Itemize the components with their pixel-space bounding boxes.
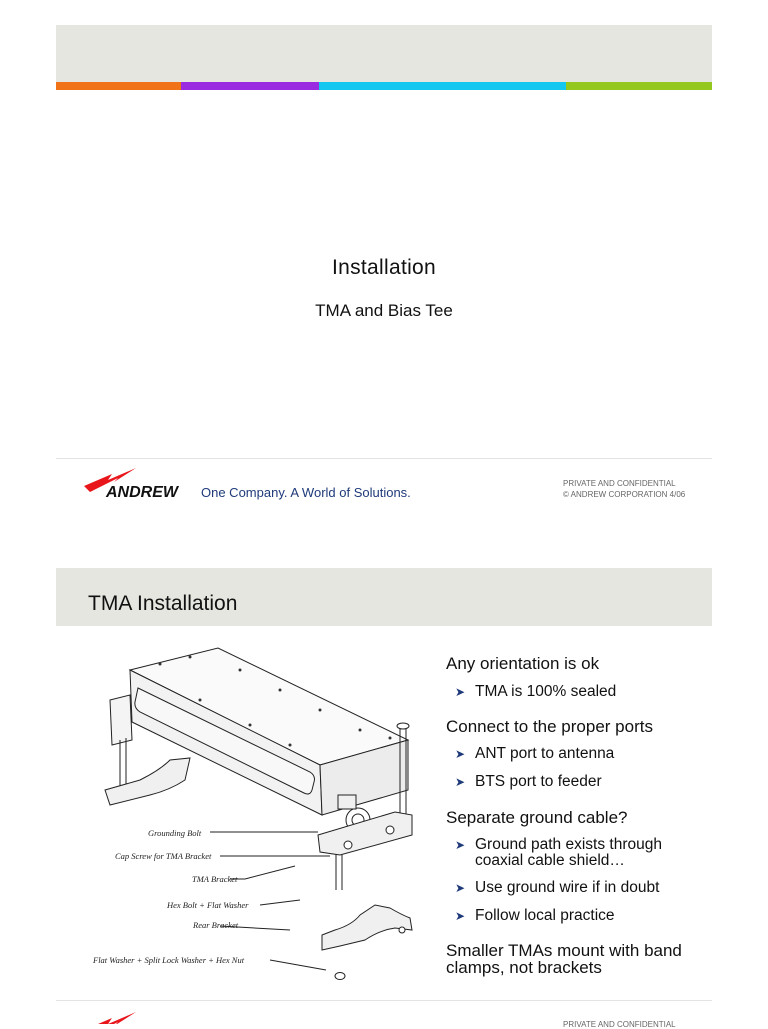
stripe-orange xyxy=(56,82,181,90)
bullet-1: Any orientation is ok xyxy=(446,654,600,673)
label-tma-bracket: TMA Bracket xyxy=(192,874,238,884)
arrow-bullet-icon: ➤ xyxy=(455,909,466,923)
label-cap-screw: Cap Screw for TMA Bracket xyxy=(115,851,212,861)
sub-bullet-1-1: TMA is 100% sealed xyxy=(475,683,617,700)
sub-bullet-3-1: Ground path exists through coaxial cable shield… xyxy=(475,836,662,869)
slide1-title: Installation xyxy=(332,256,436,279)
sub-bullet-3-2: Use ground wire if in doubt xyxy=(475,879,660,896)
slide2-title: TMA Installation xyxy=(88,592,238,615)
arrow-bullet-icon: ➤ xyxy=(455,838,466,852)
slide1-footer-rule xyxy=(56,458,712,459)
confidential-label: PRIVATE AND CONFIDENTIAL xyxy=(563,479,676,488)
sub-bullet-2-2: BTS port to feeder xyxy=(475,773,602,790)
confidential-label-partial: PRIVATE AND CONFIDENTIAL xyxy=(563,1020,676,1029)
slide1-color-stripe xyxy=(56,82,712,90)
arrow-bullet-icon: ➤ xyxy=(455,747,466,761)
bullet-4: Smaller TMAs mount with band clamps, not brackets xyxy=(446,941,682,977)
logo-tagline-text: One Company. A World of Solutions. xyxy=(201,485,411,500)
stripe-purple xyxy=(181,82,319,90)
label-flat-washer: Flat Washer + Split Lock Washer + Hex Nut xyxy=(93,955,245,965)
stripe-cyan xyxy=(319,82,566,90)
tma-mounting-diagram xyxy=(90,640,430,990)
arrow-bullet-icon: ➤ xyxy=(455,685,466,699)
arrow-bullet-icon: ➤ xyxy=(455,775,466,789)
copyright-label: © ANDREW CORPORATION 4/06 xyxy=(563,490,686,499)
stripe-green xyxy=(566,82,712,90)
slide1-subtitle: TMA and Bias Tee xyxy=(315,301,453,320)
logo-brand-text: ANDREW xyxy=(106,484,178,501)
andrew-logo-partial xyxy=(84,1008,164,1024)
arrow-bullet-icon: ➤ xyxy=(455,881,466,895)
slide1-header-band xyxy=(56,25,712,82)
bullet-2: Connect to the proper ports xyxy=(446,717,653,736)
sub-bullet-3-3: Follow local practice xyxy=(475,907,615,924)
label-rear-bracket: Rear Bracket xyxy=(193,920,239,930)
sub-bullet-2-1: ANT port to antenna xyxy=(475,745,615,762)
label-hex-bolt: Hex Bolt + Flat Washer xyxy=(167,900,249,910)
bullet-3: Separate ground cable? xyxy=(446,808,628,827)
andrew-logo xyxy=(84,466,414,506)
slide2-footer-rule xyxy=(56,1000,712,1001)
label-grounding-bolt: Grounding Bolt xyxy=(148,828,202,838)
